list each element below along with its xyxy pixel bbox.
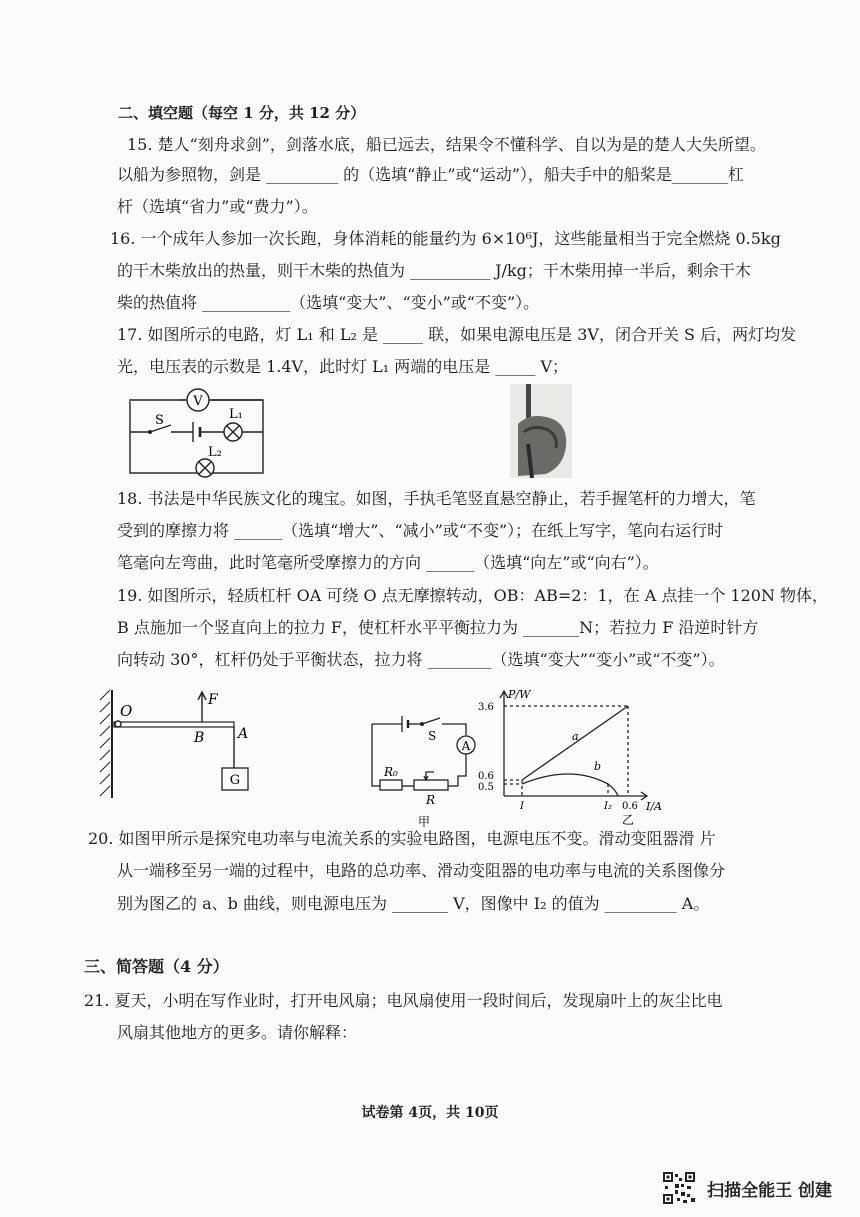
switch-label: S	[155, 413, 164, 428]
q20-circuit-diagram	[364, 706, 484, 832]
q19-lever-diagram	[98, 686, 268, 802]
q20-line1: 20. 如图甲所示是探究电功率与电流关系的实验电路图，电源电压不变。滑动变阻器滑 片	[88, 829, 716, 848]
q18-line2: 受到的摩擦力将 ______（选填“增大”、“减小”或“不变”）；在纸上写字，笔向右运行时	[117, 521, 724, 540]
q15-line1: 15. 楚人“刻舟求剑”，剑落水底，船已远去，结果令不懂科学、自以为是的楚人大失所望。	[127, 135, 766, 154]
q20-line3: 别为图乙的 a、b 曲线，则电源电压为 _______ V，图像中 I₂ 的值为 _________ A。	[117, 894, 710, 913]
force-f-label: F	[208, 692, 218, 708]
q21-line1: 21. 夏天，小明在写作业时，打开电风扇；电风扇使用一段时间后，发现扇叶上的灰尘比电	[84, 991, 723, 1010]
rheostat-r-label: R	[426, 793, 436, 807]
resistor-r0-label: R₀	[384, 765, 398, 779]
q19-line3: 向转动 30°，杠杆仍处于平衡状态，拉力将 ________（选填“变大”“变小”或“不变”）。	[117, 650, 725, 669]
point-a-label: A	[238, 726, 249, 742]
q19-line1: 19. 如图所示，轻质杠杆 OA 可绕 O 点无摩擦转动，OB：AB=2：1，在 A 点挂一个 120N 物体，	[117, 586, 829, 605]
lamp-l1-label: L₁	[229, 407, 243, 422]
pivot-o-label: O	[120, 702, 133, 720]
section-2-heading: 二、填空题（每空 1 分，共 12 分）	[118, 104, 366, 122]
q21-line2: 风扇其他地方的更多。请你解释：	[117, 1023, 358, 1042]
q16-line3: 柴的热值将 ___________（选填“变大”、“变小”或“不变”）。	[117, 293, 540, 312]
y-axis-label: P/W	[508, 688, 531, 701]
q18-line3: 笔毫向左弯曲，此时笔毫所受摩擦力的方向 ______（选填“向左”或“向右”）。	[117, 553, 659, 572]
scanner-watermark	[661, 1170, 832, 1206]
q15-line3: 杆（选填“省力”或“费力”）。	[117, 197, 318, 216]
curve-a-label: a	[572, 730, 579, 743]
lamp-l2-label: L₂	[208, 445, 222, 460]
page-footer: 试卷第 4页，共 10页	[361, 1105, 499, 1121]
x-tick-0-6: 0.6	[622, 801, 638, 812]
brand-text: 扫描全能王 创建	[707, 1180, 832, 1201]
q18-line1: 18. 书法是中华民族文化的瑰宝。如图，手执毛笔竖直悬空静止，若手握笔杆的力增大，笔	[117, 489, 756, 508]
q17-circuit-diagram	[125, 384, 270, 480]
q16-line2: 的干木柴放出的热量，则干木柴的热值为 __________ J/kg；干木柴用掉一半后，剩余干木	[117, 261, 751, 280]
brush-photo-image	[510, 384, 572, 478]
x-tick-i2: I₂	[604, 801, 612, 812]
q20-line2: 从一端移至另一端的过程中，电路的总功率、滑动变阻器的电功率与电流的关系图像分	[117, 861, 726, 880]
qr-code-icon	[661, 1170, 697, 1206]
x-axis-label: I/A	[646, 800, 662, 813]
y-tick-3-6: 3.6	[478, 702, 494, 713]
section-3-heading: 三、简答题（4 分）	[84, 957, 229, 976]
q17-line1: 17. 如图所示的电路，灯 L₁ 和 L₂ 是 _____ 联，如果电源电压是 3V，闭合开关 S 后，两灯均发	[117, 325, 797, 344]
q16-line1: 16. 一个成年人参加一次长跑，身体消耗的能量约为 6×10⁶J，这些能量相当于完全燃烧 0.5kg	[110, 229, 781, 248]
weight-g-label: G	[229, 773, 241, 788]
y-tick-0-5: 0.5	[478, 782, 494, 793]
figure-yi-caption: 乙	[621, 813, 635, 827]
ammeter-label: A	[461, 739, 471, 753]
voltmeter-label: V	[193, 394, 203, 409]
q20-power-current-graph	[476, 686, 676, 828]
y-tick-0-6: 0.6	[478, 771, 494, 782]
switch-s-label: S	[428, 729, 437, 743]
q19-line2: B 点施加一个竖直向上的拉力 F，使杠杆水平平衡拉力为 _______N；若拉力 F 沿逆时针方	[117, 618, 759, 637]
x-tick-i1: I	[520, 801, 524, 812]
point-b-label: B	[194, 730, 205, 746]
q17-line2: 光，电压表的示数是 1.4V，此时灯 L₁ 两端的电压是 _____ V；	[117, 357, 569, 376]
q15-line2: 以船为参照物，剑是 _________ 的（选填“静止”或“运动”），船夫手中的船桨是_______杠	[117, 165, 744, 184]
curve-b-label: b	[594, 760, 602, 773]
figure-jia-caption: 甲	[417, 815, 431, 829]
